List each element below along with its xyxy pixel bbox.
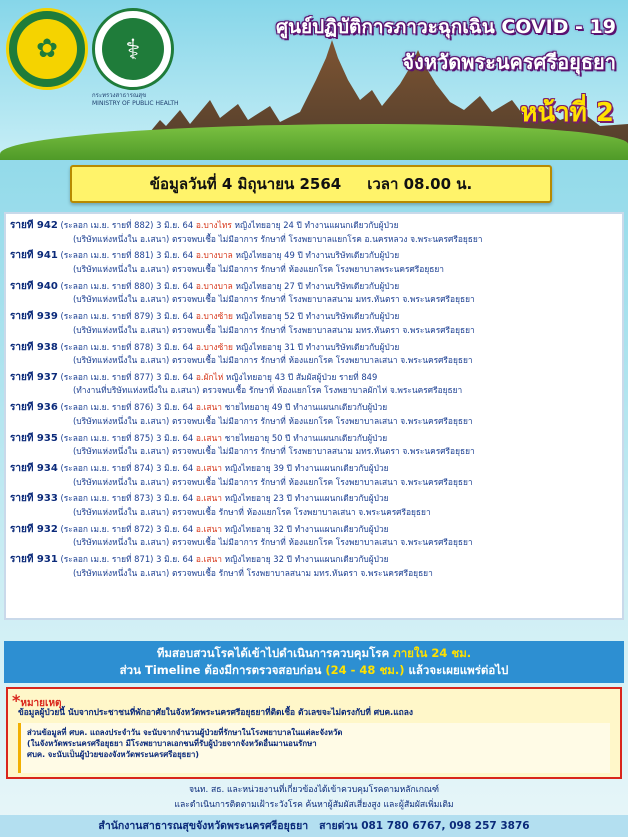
case-line-1 — [10, 401, 618, 415]
case-detail-a: (ระลอก เม.ย. รายที่ 876) 3 มิ.ย. 64 — [57, 402, 196, 413]
case-line-1 — [10, 523, 618, 537]
case-line-1 — [10, 341, 618, 355]
case-entry — [10, 432, 618, 459]
case-district: อ.บางซ้าย — [195, 341, 233, 352]
case-entry — [10, 462, 618, 489]
case-detail-a: (ระลอก เม.ย. รายที่ 873) 3 มิ.ย. 64 — [57, 493, 196, 504]
case-line-1 — [10, 249, 618, 263]
footer-statement — [0, 781, 628, 815]
case-line-2: (บริษัทแห่งหนึ่งใน อ.เสนา) ตรวจพบเชื้อ ไม่มีอาการ รักษาที่ โรงพยาบาลสนาม มทร.หันตรา จ.พระนครศรีอยุธยา — [73, 446, 475, 457]
case-line-2: (บริษัทแห่งหนึ่งใน อ.เสนา) ตรวจพบเชื้อ ไม่มีอาการ รักษาที่ โรงพยาบาลสนาม มทร.หันตรา จ.พระนครศรีอยุธยา — [73, 294, 475, 305]
case-entry — [10, 401, 618, 428]
case-number: รายที่ 932 — [10, 523, 58, 535]
case-number: รายที่ 936 — [10, 402, 58, 414]
case-number: รายที่ 941 — [10, 250, 58, 262]
case-line-1 — [10, 371, 618, 385]
moph-caption-thai: กระทรวงสาธารณสุข — [92, 92, 147, 99]
case-entry — [10, 341, 618, 368]
caduceus-icon: ⚕ — [125, 32, 141, 66]
case-line-2: (บริษัทแห่งหนึ่งใน อ.เสนา) ตรวจพบเชื้อ ไม่มีอาการ รักษาที่ ห้องแยกโรค โรงพยาบาลเสนา จ.พระนครศรีอยุธยา — [73, 537, 473, 548]
case-detail-b: ชายไทยอายุ 50 ปี ทำงานแผนกเดียวกับผู้ป่วย — [221, 432, 388, 443]
case-detail-b: หญิงไทยอายุ 31 ปี ทำงานบริษัทเดียวกับผู้ป่วย — [232, 341, 400, 352]
case-line-1 — [10, 432, 618, 446]
case-detail-b: หญิงไทยอายุ 23 ปี ทำงานแผนกเดียวกับผู้ป่วย — [221, 493, 389, 504]
date-bar — [70, 165, 552, 203]
case-line-2: (ทำงานที่บริษัทแห่งหนึ่งใน อ.เสนา) ตรวจพบเชื้อ รักษาที่ ห้องแยกโรค โรงพยาบาลผักไห่ จ.พระนครศรีอยุธยา — [73, 385, 463, 396]
header-banner — [0, 0, 628, 160]
remarks-detail-line-2: (ในจังหวัดพระนครศรีอยุธยา มีโรงพยาบาลเอกชนที่รับผู้ป่วยจากจังหวัดอื่นมานอนรักษา — [27, 739, 317, 748]
case-line-2: (บริษัทแห่งหนึ่งใน อ.เสนา) ตรวจพบเชื้อ ไม่มีอาการ รักษาที่ ห้องแยกโรค โรงพยาบาลเสนา จ.พระนครศรีอยุธยา — [73, 415, 473, 426]
case-number: รายที่ 934 — [10, 463, 58, 474]
provincial-office-logo — [6, 8, 88, 90]
case-detail-a: (ระลอก เม.ย. รายที่ 881) 3 มิ.ย. 64 — [57, 250, 196, 261]
case-line-2: (บริษัทแห่งหนึ่งใน อ.เสนา) ตรวจพบเชื้อ ไม่มีอาการ รักษาที่ ห้องแยกโรค โรงพยาบาลเสนา จ.พระนครศรีอยุธยา — [73, 476, 473, 487]
page-number: หน้าที่ 2 — [520, 98, 614, 128]
case-district: อ.เสนา — [195, 493, 222, 504]
case-district: อ.ผักไห่ — [195, 371, 224, 382]
case-detail-a: (ระลอก เม.ย. รายที่ 872) 3 มิ.ย. 64 — [57, 523, 196, 534]
case-line-1 — [10, 492, 618, 506]
case-detail-a: (ระลอก เม.ย. รายที่ 878) 3 มิ.ย. 64 — [57, 341, 196, 352]
case-line-2: (บริษัทแห่งหนึ่งใน อ.เสนา) ตรวจพบเชื้อ ไม่มีอาการ รักษาที่ โรงพยาบาลสนาม มทร.หันตรา จ.พระนครศรีอยุธยา — [73, 324, 475, 335]
case-district: อ.เสนา — [195, 402, 222, 413]
case-entry — [10, 249, 618, 276]
case-line-1 — [10, 462, 618, 476]
case-detail-a: (ระลอก เม.ย. รายที่ 875) 3 มิ.ย. 64 — [57, 432, 196, 443]
remarks-line-1: ข้อมูลผู้ป่วยนี้ นับจากประชาชนที่พักอาศัยในจังหวัดพระนครศรีอยุธยาที่ติดเชื้อ ตัวเลขจะไม่ตรงกับที่ ศบค.แถลง — [18, 707, 413, 717]
case-district: อ.เสนา — [195, 523, 222, 534]
case-entry — [10, 523, 618, 550]
case-number: รายที่ 938 — [10, 341, 58, 353]
case-district: อ.เสนา — [195, 554, 222, 565]
remarks-detail — [18, 723, 610, 773]
case-entry — [10, 219, 618, 246]
case-line-1 — [10, 553, 618, 567]
case-district: อ.เสนา — [195, 432, 222, 443]
investigation-notice — [4, 641, 624, 683]
notice-text-2b: (24 - 48 ชม.) — [321, 663, 409, 677]
case-line-2: (บริษัทแห่งหนึ่งใน อ.เสนา) ตรวจพบเชื้อ รักษาที่ โรงพยาบาลสนาม มทร.หันตรา จ.พระนครศรีอยุธยา — [73, 567, 433, 578]
case-number: รายที่ 940 — [10, 280, 58, 292]
case-detail-b: หญิงไทยอายุ 32 ปี ทำงานแผนกเดียวกับผู้ป่วย — [221, 554, 389, 565]
notice-line-2 — [4, 662, 624, 679]
case-number: รายที่ 935 — [10, 432, 58, 444]
case-district: อ.บางบาล — [195, 250, 233, 261]
case-detail-b: หญิงไทยอายุ 43 ปี สัมผัสผู้ป่วย รายที่ 849 — [223, 371, 378, 382]
page-title: ศูนย์ปฏิบัติการภาวะฉุกเฉิน COVID - 19 — [275, 16, 616, 38]
case-detail-b: หญิงไทยอายุ 52 ปี ทำงานบริษัทเดียวกับผู้ป่วย — [232, 311, 400, 322]
case-line-2: (บริษัทแห่งหนึ่งใน อ.เสนา) ตรวจพบเชื้อ ไม่มีอาการ รักษาที่ ห้องแยกโรค โรงพยาบาลพระนครศรีอยุธยา — [73, 263, 444, 274]
case-detail-b: หญิงไทยอายุ 24 ปี ทำงานแผนกเดียวกับผู้ป่วย — [231, 220, 399, 230]
case-detail-b: ชายไทยอายุ 49 ปี ทำงานแผนกเดียวกับผู้ป่วย — [221, 402, 388, 413]
case-entry — [10, 280, 618, 307]
case-line-2: (บริษัทแห่งหนึ่งใน อ.เสนา) ตรวจพบเชื้อ รักษาที่ ห้องแยกโรค โรงพยาบาลเสนา จ.พระนครศรีอยุธยา — [73, 506, 431, 517]
report-time: เวลา 08.00 น. — [367, 175, 473, 193]
moph-caption — [92, 92, 212, 108]
case-detail-a: (ระลอก เม.ย. รายที่ 880) 3 มิ.ย. 64 — [57, 280, 196, 291]
case-detail-b: หญิงไทยอายุ 27 ปี ทำงานบริษัทเดียวกับผู้ป่วย — [232, 280, 400, 291]
case-entry — [10, 310, 618, 337]
report-date: ข้อมูลวันที่ 4 มิถุนายน 2564 — [149, 175, 342, 193]
office-name: สำนักงานสาธารณสุขจังหวัดพระนครศรีอยุธยา — [98, 820, 309, 832]
case-entry — [10, 371, 618, 398]
case-detail-b: หญิงไทยอายุ 32 ปี ทำงานแผนกเดียวกับผู้ป่วย — [221, 523, 389, 534]
remarks-detail-line-3: ศบค. จะนับเป็นผู้ป่วยของจังหวัดพระนครศรีอยุธยา) — [27, 750, 199, 759]
notice-text-2a: ส่วน Timeline ต้องมีการตรวจสอบก่อน — [119, 663, 322, 677]
case-number: รายที่ 942 — [10, 220, 58, 231]
case-district: อ.บางไทร — [195, 220, 232, 230]
notice-line-1 — [4, 645, 624, 662]
case-line-1 — [10, 219, 618, 233]
case-detail-a: (ระลอก เม.ย. รายที่ 882) 3 มิ.ย. 64 — [57, 220, 196, 230]
moph-logo — [92, 8, 174, 90]
case-line-2: (บริษัทแห่งหนึ่งใน อ.เสนา) ตรวจพบเชื้อ ไม่มีอาการ รักษาที่ โรงพยาบาลแยกโรค อ.นครหลวง จ.พระนครศรีอยุธยา — [73, 233, 483, 244]
case-line-1 — [10, 280, 618, 294]
case-number: รายที่ 937 — [10, 371, 58, 383]
case-detail-a: (ระลอก เม.ย. รายที่ 874) 3 มิ.ย. 64 — [57, 463, 196, 473]
case-detail-a: (ระลอก เม.ย. รายที่ 871) 3 มิ.ย. 64 — [57, 554, 196, 565]
remarks-label-text: หมายเหตุ — [20, 698, 62, 709]
hotline-number[interactable]: 081 780 6767, 098 257 3876 — [361, 820, 530, 832]
case-number: รายที่ 933 — [10, 493, 58, 505]
case-district: อ.บางบาล — [195, 280, 233, 291]
footer-line-1: จนท. สธ. และหน่วยงานที่เกี่ยวข้องได้เข้าควบคุมโรคตามหลักเกณฑ์ — [188, 785, 440, 795]
case-detail-b: หญิงไทยอายุ 49 ปี ทำงานบริษัทเดียวกับผู้ป่วย — [232, 250, 400, 261]
footer-contact — [0, 815, 628, 837]
crest-icon: ✿ — [36, 34, 58, 64]
case-detail-a: (ระลอก เม.ย. รายที่ 877) 3 มิ.ย. 64 — [57, 371, 196, 382]
case-number: รายที่ 931 — [10, 554, 58, 566]
case-detail-b: หญิงไทยอายุ 39 ปี ทำงานแผนกเดียวกับผู้ป่วย — [221, 463, 389, 473]
case-district: อ.เสนา — [195, 463, 222, 473]
hotline-label: สายด่วน — [319, 820, 358, 832]
page-subtitle: จังหวัดพระนครศรีอยุธยา — [402, 50, 616, 74]
footer-line-2: และดำเนินการติดตามเฝ้าระวังโรค ค้นหาผู้สัมผัสเสี่ยงสูง และผู้สัมผัสเพิ่มเติม — [174, 800, 454, 810]
case-entry — [10, 553, 618, 580]
remarks-box — [6, 687, 622, 779]
case-district: อ.บางซ้าย — [195, 311, 233, 322]
notice-text-1a: ทีมสอบสวนโรคได้เข้าไปดำเนินการควบคุมโรค — [156, 646, 390, 660]
case-line-1 — [10, 310, 618, 324]
case-list — [4, 212, 624, 620]
notice-text-1b: ภายใน 24 ชม. — [389, 646, 472, 660]
asterisk-icon: * — [12, 691, 21, 710]
moph-caption-eng: MINISTRY OF PUBLIC HEALTH — [92, 100, 179, 107]
case-number: รายที่ 939 — [10, 311, 58, 323]
notice-text-2c: แล้วจะเผยแพร่ต่อไป — [408, 663, 509, 677]
case-detail-a: (ระลอก เม.ย. รายที่ 879) 3 มิ.ย. 64 — [57, 311, 196, 322]
remarks-detail-line-1: ส่วนข้อมูลที่ ศบค. แถลงประจำวัน จะนับจากจำนวนผู้ป่วยที่รักษาในโรงพยาบาลในแต่ละจังหวัด — [27, 728, 343, 737]
case-line-2: (บริษัทแห่งหนึ่งใน อ.เสนา) ตรวจพบเชื้อ ไม่มีอาการ รักษาที่ ห้องแยกโรค โรงพยาบาลเสนา จ.พระนครศรีอยุธยา — [73, 355, 473, 366]
case-entry — [10, 492, 618, 519]
